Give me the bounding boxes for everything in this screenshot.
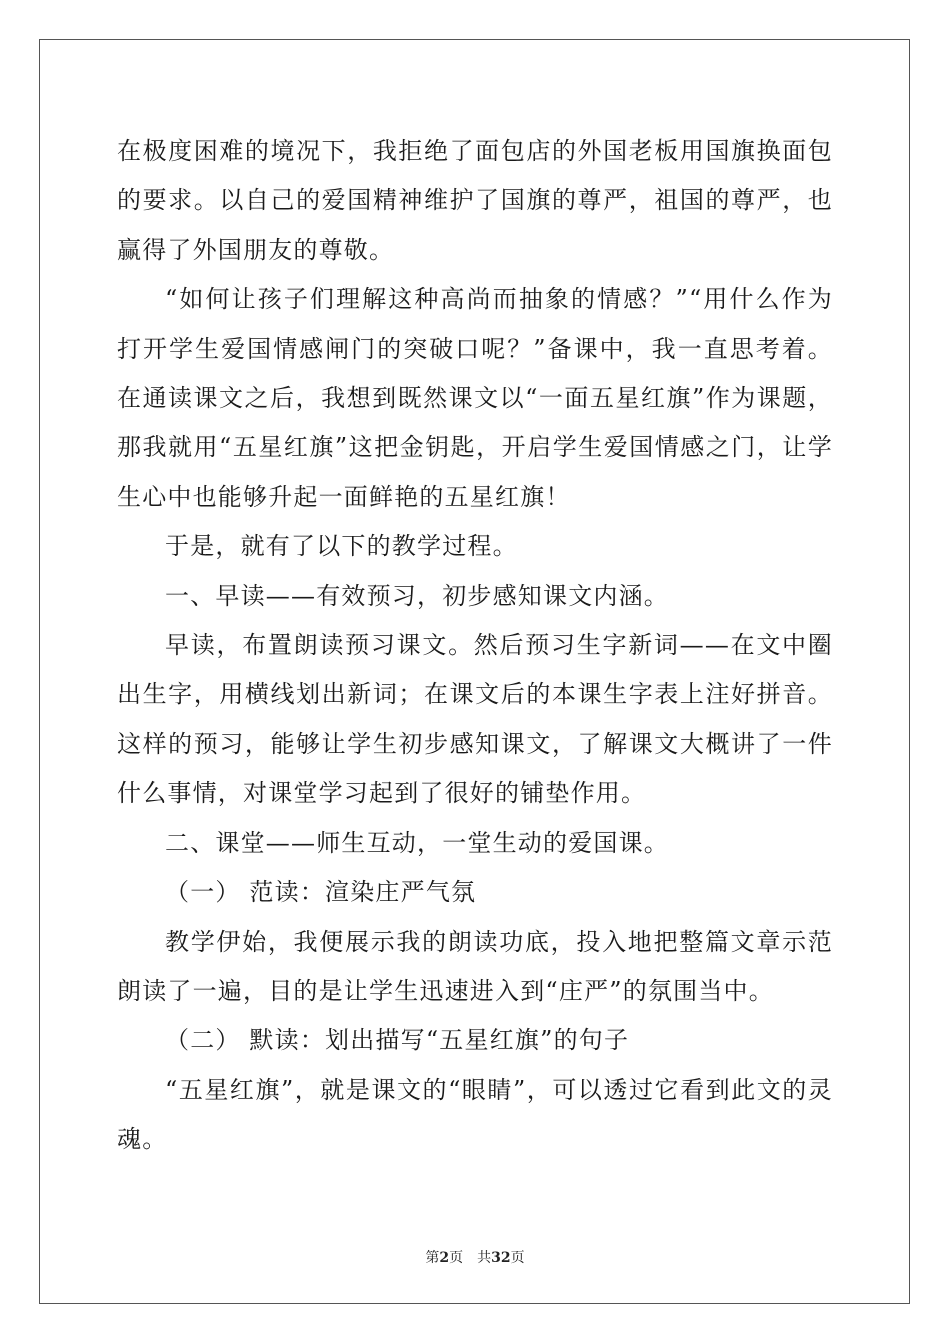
total-prefix: 共 (477, 1250, 492, 1266)
total-suffix: 页 (510, 1250, 525, 1266)
paragraph-1: 在极度困难的境况下，我拒绝了面包店的外国老板用国旗换面包的要求。以自己的爱国精神维护了国旗的尊严，祖国的尊严，也赢得了外国朋友的尊敬。 (117, 137, 833, 264)
page-indicator (425, 1247, 463, 1267)
total-pages: 32 (491, 1250, 511, 1266)
subsection-heading-2: （二） 默读：划出描写“五星红旗”的句子 (165, 1026, 630, 1055)
document-body (117, 127, 833, 1165)
page-suffix: 页 (449, 1250, 464, 1266)
section-heading-1: 一、早读——有效预习，初步感知课文内涵。 (165, 581, 669, 610)
page-number: 2 (439, 1250, 450, 1266)
paragraph-5: 早读，布置朗读预习课文。然后预习生字新词——在文中圈出生字，用横线划出新词；在课文后的本课生字表上注好拼音。这样的预习，能够让学生初步感知课文，了解课文大概讲了一件什么事情，对课堂学习起到了很好的铺垫作用。 (117, 631, 833, 808)
page-prefix: 第 (425, 1250, 440, 1266)
paragraph-3: 于是，就有了以下的教学过程。 (165, 532, 518, 561)
total-indicator (477, 1247, 524, 1267)
page-footer (0, 1247, 950, 1267)
paragraph-10: “五星红旗”，就是课文的“眼睛”，可以透过它看到此文的灵魂。 (117, 1075, 833, 1154)
paragraph-8: 教学伊始，我便展示我的朗读功底，投入地把整篇文章示范朗读了一遍，目的是让学生迅速进入到“庄严”的氛围当中。 (117, 927, 833, 1005)
paragraph-2: “如何让孩子们理解这种高尚而抽象的情感？”“用什么作为打开学生爱国情感闸门的突破口呢？”备课中，我一直思考着。在通读课文之后，我想到既然课文以“一面五星红旗”作为课题，那我就用“五星红旗”这把金钥匙，开启学生爱国情感之门，让学生心中也能够升起一面鲜艳的五星红旗！ (117, 285, 833, 511)
section-heading-2: 二、课堂——师生互动，一堂生动的爱国课。 (165, 828, 669, 857)
subsection-heading-1: （一） 范读：渲染庄严气氛 (165, 878, 477, 907)
